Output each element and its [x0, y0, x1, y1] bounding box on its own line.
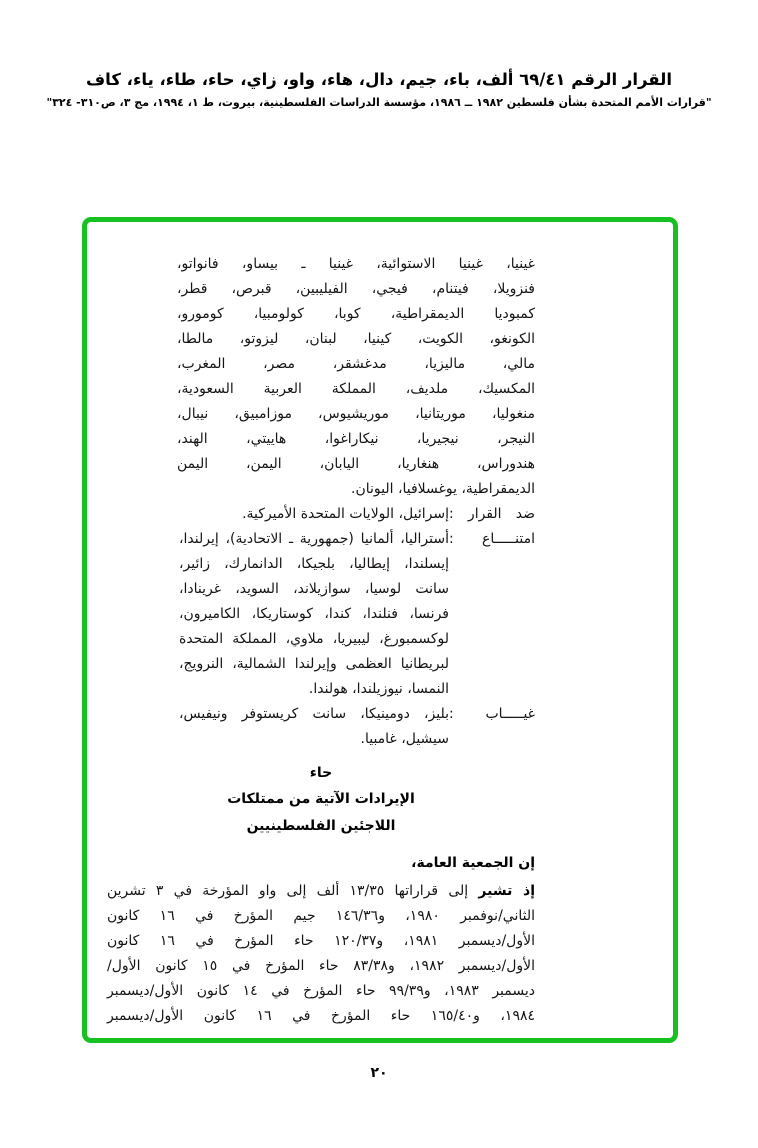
content-box: [82, 217, 678, 1043]
absent-row: [107, 702, 535, 752]
section-title-line1: الإيرادات الآتية من ممتلكات: [227, 791, 415, 807]
recalling-paragraph: [107, 879, 535, 1029]
text-line: كمبوديا الديمقراطية، كوبا، كولومبيا، كومورو،: [177, 306, 535, 322]
text-line: مالي، ماليزيا، مدغشقر، مصر، المغرب،: [177, 356, 535, 372]
text-line: الثاني/نوفمبر ١٩٨٠، و١٤٦/٣٦ جيم المؤرخ في ١٦ كانون: [107, 908, 535, 924]
resolution-title: القرار الرقم ٦٩/٤١ ألف، باء، جيم، دال، هاء، واو، زاي، حاء، طاء، ياء، كاف: [85, 70, 672, 89]
text-line: الكونغو، الكويت، كينيا، لبنان، ليزوتو، مالطا،: [177, 331, 535, 347]
absent-label: غيـــــاب :: [449, 706, 535, 722]
text-line: النيجر، نيجيريا، نيكاراغوا، هاييتي، الهند،: [177, 431, 535, 447]
against-countries: إسرائيل، الولايات المتحدة الأميركية.: [242, 506, 449, 522]
text-line: غينيا، غينيا الاستوائية، غينيا ـ بيساو، فانواتو،: [177, 256, 535, 272]
text-line: المكسيك، ملديف، المملكة العربية السعودية،: [177, 381, 535, 397]
text-line: ديسمبر ١٩٨٣، و٩٩/٣٩ حاء المؤرخ في ١٤ كانون الأول/ديسمبر: [107, 983, 535, 999]
recalling-lead: إذ تشير: [478, 883, 535, 899]
abstain-label: امتنـــــاع :: [449, 531, 535, 547]
against-label: ضد القرار :: [449, 506, 535, 522]
page-number: ٢٠: [370, 1065, 388, 1081]
text-line: هندوراس، هنغاريا، اليابان، اليمن، اليمن: [177, 456, 535, 472]
text-line: فنزويلا، فيتنام، فيجي، الفيليبين، قبرص، قطر،: [177, 281, 535, 297]
assembly-line: إن الجمعية العامة،: [411, 855, 535, 871]
source-citation: "قرارات الأمم المتحدة بشأن فلسطين ١٩٨٢ ــ ١٩٨٦، مؤسسة الدراسات الفلسطينية، بيروت، ط ١، ١٩٩٤، مج ٣، ص٣١٠- ٣٢٤": [46, 96, 712, 109]
recalling-line1-rest: إلى قراراتها ١٣/٣٥ ألف إلى واو المؤرخة في ٣ تشرين: [107, 883, 469, 899]
text-line: أستراليا، ألمانيا (جمهورية ـ الاتحادية)، إيرلندا،: [179, 531, 449, 547]
text-line: سانت لوسيا، سوازيلاند، السويد، غرينادا،: [179, 581, 449, 597]
absent-countries: [179, 702, 449, 752]
abstain-countries: [179, 527, 449, 702]
text-line: سيشيل، غامبيا.: [360, 731, 449, 747]
section-title-line2: اللاجئين الفلسطينيين: [246, 818, 396, 834]
text-line: لوكسمبورغ، ليبيريا، ملاوي، المملكة المتحدة: [179, 631, 449, 647]
text-line: إيسلندا، إيطاليا، بلجيكا، الدانمارك، زائير،: [179, 556, 449, 572]
text-column: [87, 222, 673, 1038]
text-line: منغوليا، موريتانيا، موريشيوس، موزامبيق، نيبال،: [177, 406, 535, 422]
text-line: الأول/ديسمبر ١٩٨١، و١٢٠/٣٧ حاء المؤرخ في ١٦ كانون: [107, 933, 535, 949]
text-line: [107, 879, 535, 904]
text-line: الأول/ديسمبر ١٩٨٢، و٨٣/٣٨ حاء المؤرخ في ١٥ كانون الأول/: [107, 958, 535, 974]
against-row: [107, 502, 535, 527]
text-line: الديمقراطية، يوغسلافيا، اليونان.: [351, 481, 535, 497]
section-heading: [177, 760, 465, 840]
supporting-countries-continued: [177, 252, 535, 502]
section-letter: حاء: [309, 765, 333, 781]
text-line: بليز، دومينيكا، سانت كريستوفر ونيفيس،: [179, 706, 449, 722]
abstain-row: [107, 527, 535, 702]
text-line: النمسا، نيوزيلندا، هولندا.: [308, 681, 449, 697]
text-line: لبريطانيا العظمى وإيرلندا الشمالية، النرويج،: [179, 656, 449, 672]
text-line: فرنسا، فنلندا، كندا، كوستاريكا، الكاميرون،: [179, 606, 449, 622]
text-line: ١٩٨٤، و١٦٥/٤٠ حاء المؤرخ في ١٦ كانون الأول/ديسمبر: [107, 1008, 535, 1024]
page-header: [0, 70, 758, 109]
